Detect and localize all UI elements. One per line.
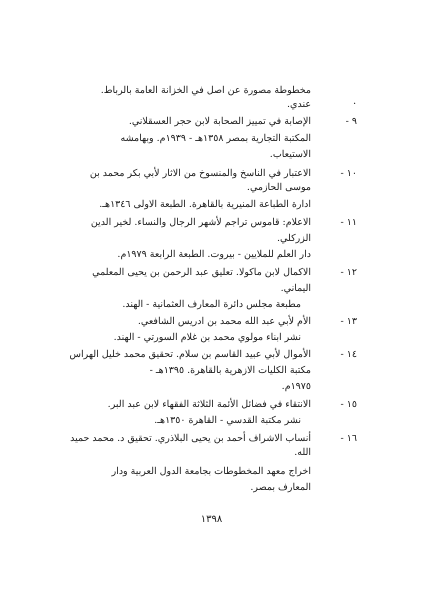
entry-line: نشر ابناء مولوي محمد بن غلام السورتي - الهند. xyxy=(113,332,301,343)
entry-line: الاعلام: قاموس تراجم لأشهر الرجال والنساء. لخير الدين xyxy=(90,217,311,228)
entry-number: ١٤ - xyxy=(340,349,357,360)
entry-line: اليماني. xyxy=(280,283,311,294)
entry-line: الله. xyxy=(294,447,311,458)
entry-line: نشر مكتبة القدسي - القاهرة ١٣٥٠هـ. xyxy=(154,415,301,426)
entry-line: الزركلي. xyxy=(277,233,311,244)
entry-line: المعارف بمصر. xyxy=(250,482,311,493)
entry-line: اخراج معهد المخطوطات بجامعة الدول العربية ودار xyxy=(111,466,311,477)
entry-line: الانتقاء في فضائل الأئمة الثلاثة الفقهاء لابن عبد البر. xyxy=(107,399,311,410)
entry-line: المكتبة التجارية بمصر ١٣٥٨هـ - ١٩٣٩م. وبهامشه xyxy=(120,133,311,144)
margin-mark: . xyxy=(353,96,357,107)
entry-line: ادارة الطباعة المنيرية بالقاهرة. الطبعة الاولى ١٣٤٦هـ. xyxy=(99,199,311,210)
entry-number: ١٥ - xyxy=(340,399,357,410)
entry-line: الأموال لأبي عبيد القاسم بن سلام. تحقيق محمد خليل الهراس xyxy=(69,349,311,360)
entry-line: الاستيعاب. xyxy=(269,149,311,160)
entry-line: الإصابة في تمييز الصحابة لابن حجر العسقلاني. xyxy=(128,116,311,127)
entry-number: ١٠ - xyxy=(340,168,357,179)
entry-line: ١٩٧٥م. xyxy=(281,381,311,392)
intro-line-2: عندي. xyxy=(287,99,311,110)
intro-line-1: مخطوطة مصورة عن اصل في الخزانة العامة بالرباط. xyxy=(100,85,311,96)
entry-number: ١٣ - xyxy=(340,316,357,327)
entry-line: الاعتبار في الناسخ والمنسوخ من الاثار لأبي بكر محمد بن xyxy=(89,168,311,179)
entry-number: ١٢ - xyxy=(340,267,357,278)
entry-number: ١١ - xyxy=(340,217,357,228)
entry-line: الأم لأبي عبد الله محمد بن ادريس الشافعي. xyxy=(137,316,311,327)
entry-number: ١٦ - xyxy=(340,433,357,444)
entry-line: أنساب الاشراف أحمد بن يحيى البلاذري. تحقيق د. محمد حميد xyxy=(70,433,311,444)
entry-line: مطبعة مجلس دائرة المعارف العثمانية - الهند. xyxy=(122,299,301,310)
page-number: ١٣٩٨ xyxy=(200,514,223,525)
entry-line: مكتبة الكليات الازهرية بالقاهرة. ١٣٩٥هـ - xyxy=(149,365,311,376)
entry-line: موسى الحازمي. xyxy=(246,182,311,193)
entry-number: ٩ - xyxy=(345,116,357,127)
entry-line: دار العلم للملايين - بيروت. الطبعة الرابعة ١٩٧٩م. xyxy=(117,249,311,260)
entry-line: الاكمال لابن ماكولا. تعليق عبد الرحمن بن يحيى المعلمي xyxy=(92,267,311,278)
